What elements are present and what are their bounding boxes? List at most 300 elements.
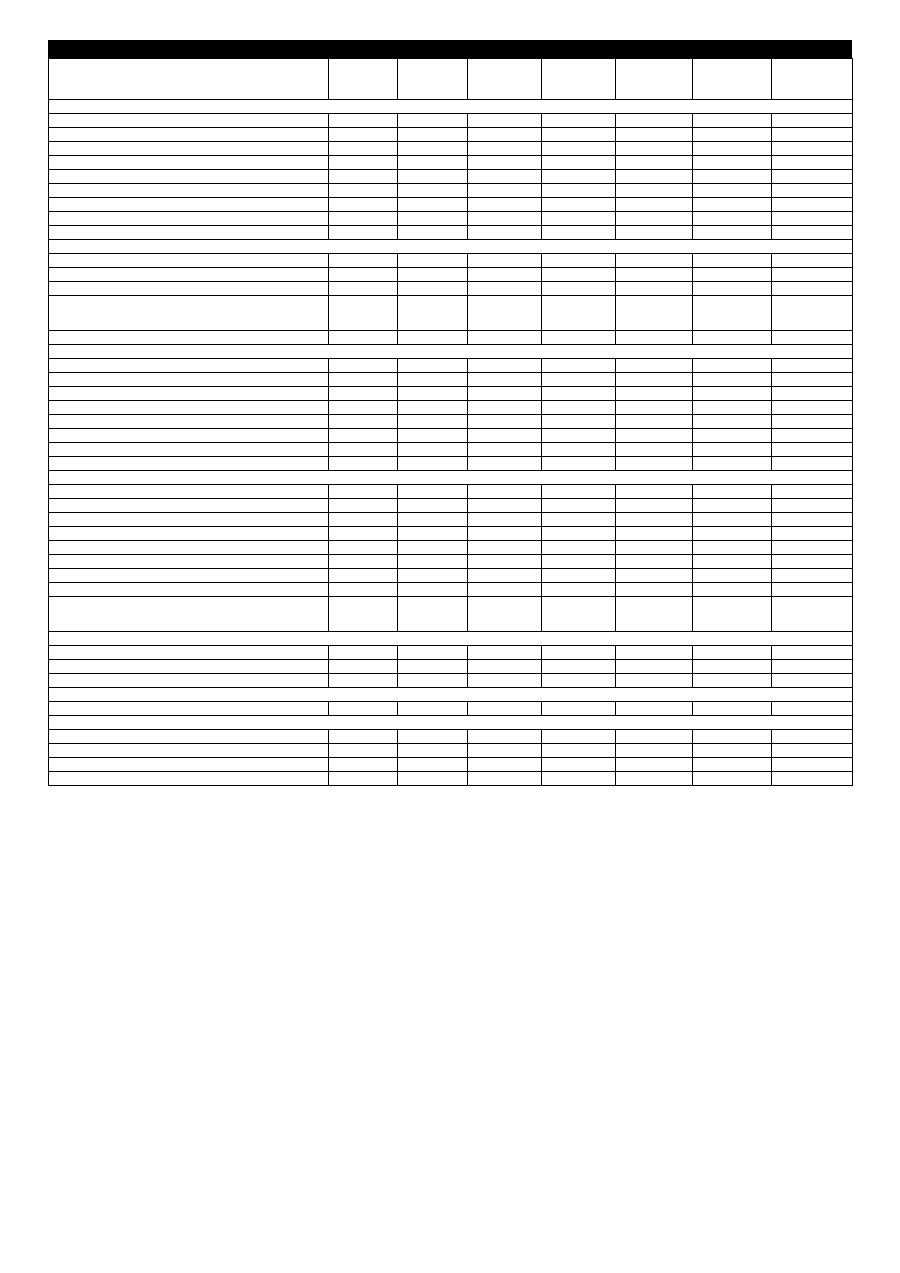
table-row	[49, 212, 853, 226]
data-cell	[468, 128, 542, 142]
data-cell	[616, 296, 693, 331]
data-cell	[693, 282, 772, 296]
data-cell	[616, 128, 693, 142]
data-cell	[693, 646, 772, 660]
data-cell	[468, 142, 542, 156]
data-cell	[772, 429, 853, 443]
table-row	[49, 59, 853, 100]
section-header-cell	[49, 345, 853, 359]
data-cell	[542, 226, 616, 240]
data-cell	[693, 674, 772, 688]
data-cell	[542, 513, 616, 527]
data-cell	[772, 401, 853, 415]
data-cell	[468, 443, 542, 457]
data-cell	[693, 513, 772, 527]
data-cell	[468, 499, 542, 513]
row-label-cell	[49, 170, 329, 184]
table-row	[49, 142, 853, 156]
table-row	[49, 716, 853, 730]
data-cell	[693, 541, 772, 555]
data-cell	[329, 282, 398, 296]
row-label-cell	[49, 555, 329, 569]
data-cell	[542, 744, 616, 758]
table-row	[49, 499, 853, 513]
data-cell	[542, 555, 616, 569]
data-cell	[693, 499, 772, 513]
table-body	[49, 59, 853, 786]
data-cell	[616, 198, 693, 212]
data-cell	[329, 212, 398, 226]
data-cell	[398, 485, 468, 499]
data-cell	[468, 758, 542, 772]
data-cell	[329, 457, 398, 471]
row-label-cell	[49, 128, 329, 142]
data-cell	[693, 170, 772, 184]
row-label-cell	[49, 541, 329, 555]
data-cell	[616, 59, 693, 100]
row-label-cell	[49, 198, 329, 212]
row-label-cell	[49, 254, 329, 268]
data-cell	[772, 646, 853, 660]
data-cell	[329, 142, 398, 156]
data-cell	[329, 184, 398, 198]
data-cell	[329, 744, 398, 758]
data-cell	[329, 443, 398, 457]
data-cell	[693, 597, 772, 632]
data-cell	[772, 387, 853, 401]
data-cell	[616, 387, 693, 401]
data-cell	[616, 268, 693, 282]
row-label-cell	[49, 142, 329, 156]
data-cell	[616, 499, 693, 513]
row-label-cell	[49, 296, 329, 331]
table-row	[49, 296, 853, 331]
section-header-cell	[49, 632, 853, 646]
data-cell	[468, 527, 542, 541]
table-row	[49, 184, 853, 198]
data-cell	[468, 373, 542, 387]
data-cell	[542, 114, 616, 128]
data-table	[48, 58, 853, 786]
data-cell	[542, 128, 616, 142]
data-cell	[772, 513, 853, 527]
data-cell	[772, 170, 853, 184]
data-cell	[772, 744, 853, 758]
data-cell	[398, 401, 468, 415]
data-cell	[468, 114, 542, 128]
data-cell	[468, 772, 542, 786]
data-cell	[772, 485, 853, 499]
data-cell	[772, 772, 853, 786]
data-cell	[398, 142, 468, 156]
data-cell	[398, 373, 468, 387]
data-cell	[616, 457, 693, 471]
data-cell	[329, 499, 398, 513]
table-row	[49, 373, 853, 387]
data-cell	[693, 296, 772, 331]
data-cell	[329, 331, 398, 345]
data-cell	[542, 443, 616, 457]
data-cell	[468, 730, 542, 744]
data-cell	[329, 415, 398, 429]
data-cell	[772, 674, 853, 688]
data-cell	[468, 674, 542, 688]
data-cell	[616, 730, 693, 744]
data-cell	[329, 170, 398, 184]
data-cell	[542, 282, 616, 296]
data-cell	[542, 646, 616, 660]
data-cell	[329, 485, 398, 499]
data-cell	[468, 646, 542, 660]
data-cell	[693, 254, 772, 268]
data-cell	[398, 156, 468, 170]
data-cell	[772, 499, 853, 513]
section-header-cell	[49, 100, 853, 114]
row-label-cell	[49, 443, 329, 457]
data-cell	[468, 401, 542, 415]
row-label-cell	[49, 373, 329, 387]
data-cell	[616, 443, 693, 457]
data-cell	[616, 170, 693, 184]
data-cell	[329, 758, 398, 772]
data-cell	[693, 184, 772, 198]
data-cell	[468, 359, 542, 373]
data-cell	[542, 702, 616, 716]
data-cell	[616, 555, 693, 569]
data-cell	[772, 527, 853, 541]
row-label-cell	[49, 457, 329, 471]
data-cell	[693, 331, 772, 345]
data-cell	[772, 359, 853, 373]
data-cell	[398, 443, 468, 457]
table-row	[49, 268, 853, 282]
table-row	[49, 555, 853, 569]
data-cell	[468, 485, 542, 499]
data-cell	[398, 331, 468, 345]
data-cell	[542, 359, 616, 373]
data-cell	[542, 457, 616, 471]
table-row	[49, 541, 853, 555]
data-cell	[468, 513, 542, 527]
data-cell	[772, 569, 853, 583]
data-cell	[772, 660, 853, 674]
table-row	[49, 674, 853, 688]
data-cell	[616, 597, 693, 632]
data-cell	[398, 415, 468, 429]
data-cell	[616, 156, 693, 170]
data-cell	[693, 758, 772, 772]
data-cell	[616, 373, 693, 387]
data-cell	[468, 212, 542, 226]
row-label-cell	[49, 429, 329, 443]
data-cell	[693, 114, 772, 128]
table-row	[49, 632, 853, 646]
data-cell	[329, 646, 398, 660]
data-cell	[772, 128, 853, 142]
row-label-cell	[49, 527, 329, 541]
data-cell	[693, 730, 772, 744]
table-row	[49, 527, 853, 541]
data-cell	[329, 373, 398, 387]
data-cell	[542, 331, 616, 345]
data-cell	[542, 373, 616, 387]
data-cell	[772, 142, 853, 156]
data-cell	[616, 359, 693, 373]
data-cell	[542, 212, 616, 226]
data-cell	[398, 212, 468, 226]
row-label-cell	[49, 758, 329, 772]
data-cell	[542, 597, 616, 632]
data-cell	[616, 254, 693, 268]
data-cell	[693, 702, 772, 716]
table-row	[49, 569, 853, 583]
data-cell	[693, 359, 772, 373]
data-cell	[329, 513, 398, 527]
data-sheet	[48, 40, 852, 786]
table-row	[49, 254, 853, 268]
table-row	[49, 471, 853, 485]
data-cell	[693, 457, 772, 471]
table-row	[49, 198, 853, 212]
row-label-cell	[49, 730, 329, 744]
data-cell	[693, 268, 772, 282]
data-cell	[616, 772, 693, 786]
section-header-cell	[49, 688, 853, 702]
row-label-cell	[49, 660, 329, 674]
data-cell	[468, 331, 542, 345]
data-cell	[693, 429, 772, 443]
data-cell	[772, 331, 853, 345]
data-cell	[398, 730, 468, 744]
data-cell	[329, 359, 398, 373]
table-row	[49, 513, 853, 527]
data-cell	[693, 443, 772, 457]
row-label-cell	[49, 226, 329, 240]
data-cell	[329, 254, 398, 268]
data-cell	[398, 114, 468, 128]
data-cell	[398, 128, 468, 142]
row-label-cell	[49, 569, 329, 583]
data-cell	[329, 156, 398, 170]
table-row	[49, 387, 853, 401]
data-cell	[772, 156, 853, 170]
data-cell	[542, 429, 616, 443]
data-cell	[616, 513, 693, 527]
data-cell	[772, 282, 853, 296]
data-cell	[542, 541, 616, 555]
data-cell	[468, 268, 542, 282]
data-cell	[398, 59, 468, 100]
row-label-cell	[49, 387, 329, 401]
data-cell	[468, 429, 542, 443]
data-cell	[542, 583, 616, 597]
table-row	[49, 730, 853, 744]
data-cell	[542, 296, 616, 331]
data-cell	[693, 555, 772, 569]
data-cell	[772, 198, 853, 212]
data-cell	[616, 674, 693, 688]
data-cell	[772, 597, 853, 632]
data-cell	[329, 772, 398, 786]
data-cell	[542, 660, 616, 674]
data-cell	[398, 170, 468, 184]
data-cell	[693, 569, 772, 583]
data-cell	[398, 254, 468, 268]
data-cell	[772, 443, 853, 457]
data-cell	[542, 527, 616, 541]
data-cell	[693, 583, 772, 597]
data-cell	[398, 499, 468, 513]
data-cell	[329, 555, 398, 569]
data-cell	[398, 429, 468, 443]
data-cell	[398, 359, 468, 373]
data-cell	[616, 212, 693, 226]
data-cell	[329, 541, 398, 555]
data-cell	[329, 597, 398, 632]
data-cell	[329, 387, 398, 401]
data-cell	[772, 702, 853, 716]
row-label-cell	[49, 212, 329, 226]
data-cell	[468, 59, 542, 100]
data-cell	[693, 128, 772, 142]
row-label-cell	[49, 583, 329, 597]
data-cell	[616, 569, 693, 583]
row-label-cell	[49, 268, 329, 282]
data-cell	[329, 730, 398, 744]
table-row	[49, 170, 853, 184]
data-cell	[398, 226, 468, 240]
data-cell	[616, 415, 693, 429]
data-cell	[542, 415, 616, 429]
data-cell	[468, 170, 542, 184]
row-label-cell	[49, 674, 329, 688]
data-cell	[542, 142, 616, 156]
data-cell	[398, 198, 468, 212]
data-cell	[616, 485, 693, 499]
data-cell	[616, 744, 693, 758]
data-cell	[616, 429, 693, 443]
data-cell	[468, 184, 542, 198]
data-cell	[616, 702, 693, 716]
data-cell	[468, 254, 542, 268]
data-cell	[398, 457, 468, 471]
table-row	[49, 660, 853, 674]
data-cell	[398, 268, 468, 282]
data-cell	[329, 583, 398, 597]
row-label-cell	[49, 499, 329, 513]
data-cell	[542, 569, 616, 583]
data-cell	[329, 660, 398, 674]
data-cell	[398, 758, 468, 772]
table-row	[49, 646, 853, 660]
data-cell	[398, 702, 468, 716]
data-cell	[468, 583, 542, 597]
table-row	[49, 331, 853, 345]
row-label-cell	[49, 282, 329, 296]
data-cell	[329, 128, 398, 142]
data-cell	[468, 702, 542, 716]
data-cell	[468, 198, 542, 212]
data-cell	[398, 387, 468, 401]
table-row	[49, 345, 853, 359]
data-cell	[329, 401, 398, 415]
data-cell	[468, 156, 542, 170]
data-cell	[468, 597, 542, 632]
data-cell	[468, 541, 542, 555]
data-cell	[542, 170, 616, 184]
row-label-cell	[49, 772, 329, 786]
data-cell	[772, 555, 853, 569]
data-cell	[329, 569, 398, 583]
row-label-cell	[49, 415, 329, 429]
data-cell	[542, 156, 616, 170]
data-cell	[398, 772, 468, 786]
data-cell	[329, 114, 398, 128]
data-cell	[616, 401, 693, 415]
data-cell	[693, 401, 772, 415]
data-cell	[616, 758, 693, 772]
table-row	[49, 128, 853, 142]
table-row	[49, 457, 853, 471]
data-cell	[542, 268, 616, 282]
data-cell	[398, 296, 468, 331]
data-cell	[693, 415, 772, 429]
data-cell	[398, 744, 468, 758]
data-cell	[398, 555, 468, 569]
data-cell	[398, 527, 468, 541]
data-cell	[772, 373, 853, 387]
data-cell	[693, 373, 772, 387]
data-cell	[468, 457, 542, 471]
data-cell	[542, 758, 616, 772]
data-cell	[693, 156, 772, 170]
table-row	[49, 156, 853, 170]
data-cell	[398, 513, 468, 527]
data-cell	[772, 541, 853, 555]
data-cell	[693, 772, 772, 786]
data-cell	[329, 429, 398, 443]
data-cell	[772, 457, 853, 471]
table-row	[49, 772, 853, 786]
table-row	[49, 443, 853, 457]
data-cell	[772, 226, 853, 240]
data-cell	[542, 674, 616, 688]
table-row	[49, 688, 853, 702]
data-cell	[542, 198, 616, 212]
data-cell	[772, 415, 853, 429]
data-cell	[329, 59, 398, 100]
data-cell	[542, 730, 616, 744]
data-cell	[772, 758, 853, 772]
row-label-cell	[49, 702, 329, 716]
data-cell	[329, 702, 398, 716]
data-cell	[616, 527, 693, 541]
table-row	[49, 583, 853, 597]
data-cell	[468, 415, 542, 429]
data-cell	[693, 226, 772, 240]
data-cell	[772, 254, 853, 268]
table-row	[49, 100, 853, 114]
table-row	[49, 429, 853, 443]
table-row	[49, 415, 853, 429]
data-cell	[468, 555, 542, 569]
row-label-cell	[49, 485, 329, 499]
table-row	[49, 226, 853, 240]
data-cell	[329, 674, 398, 688]
row-label-cell	[49, 156, 329, 170]
data-cell	[616, 142, 693, 156]
data-cell	[616, 226, 693, 240]
